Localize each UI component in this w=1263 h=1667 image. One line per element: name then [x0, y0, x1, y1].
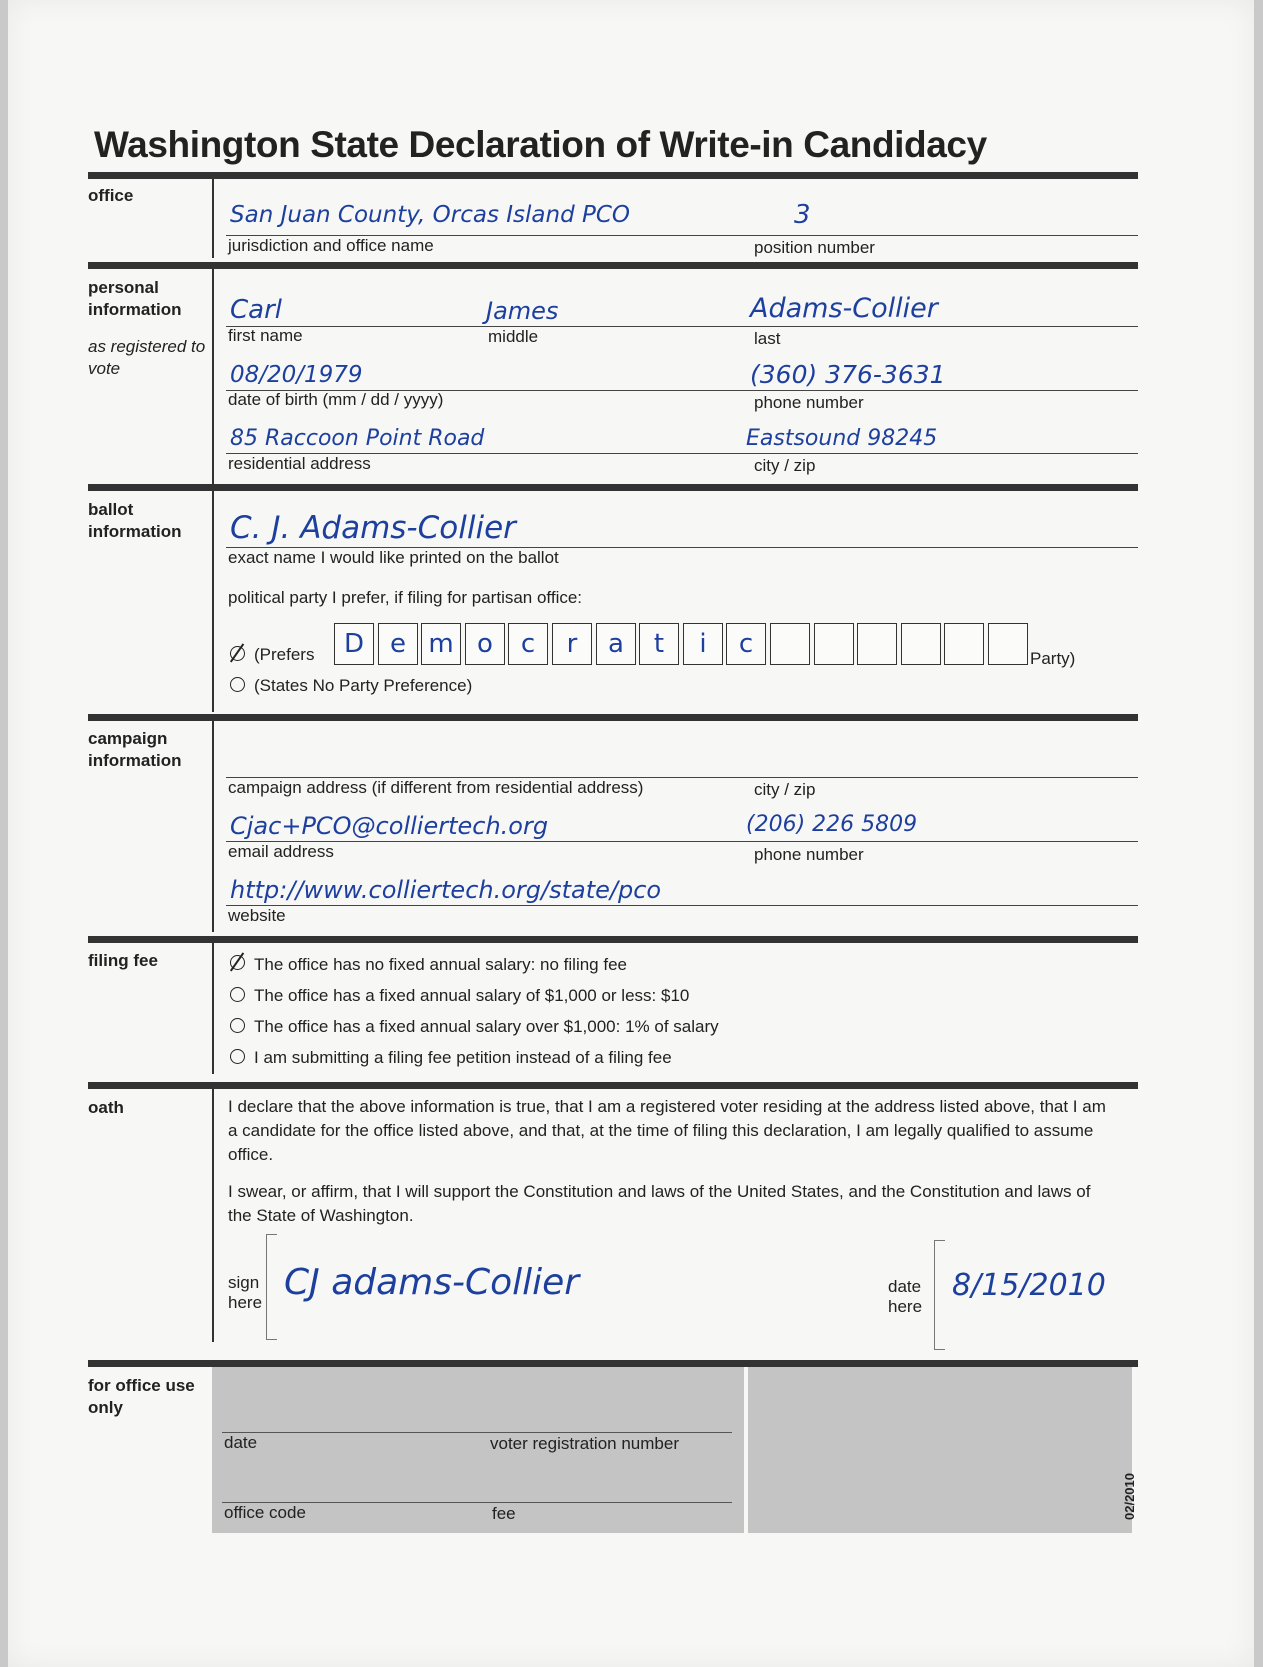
phone-value[interactable]: (360) 376-3631	[750, 360, 946, 389]
party-question: political party I prefer, if filing for partisan office:	[228, 588, 583, 607]
date-bracket	[934, 1240, 945, 1350]
email-label: email address	[228, 842, 334, 861]
city-zip-value[interactable]: Eastsound 98245	[746, 426, 938, 451]
party-letter-box[interactable]	[465, 623, 505, 665]
section-divider-ballot	[88, 484, 1138, 491]
section-divider-filing-fee	[88, 936, 1138, 943]
campaign-phone-label: phone number	[754, 845, 864, 864]
fee-option-petition-radio[interactable]	[230, 1049, 245, 1064]
party-letter-box[interactable]	[596, 623, 636, 665]
fee-option-no-salary-label: The office has no fixed annual salary: no filing fee	[254, 955, 627, 974]
fee-option-over-1000-label: The office has a fixed annual salary over $1,000: 1% of salary	[254, 1017, 719, 1036]
fee-label: fee	[492, 1504, 516, 1523]
party-letter: t	[653, 629, 665, 659]
party-letter: D	[343, 629, 365, 659]
signature-value[interactable]: CJ adams-Collier	[284, 1262, 580, 1303]
position-number-value[interactable]: 3	[794, 200, 811, 230]
party-letter-box[interactable]	[726, 623, 766, 665]
section-label-office: office	[88, 186, 134, 205]
party-letter-box[interactable]	[857, 623, 897, 665]
form-code-anchor	[1122, 1473, 1142, 1540]
voter-registration-number-label: voter registration number	[490, 1434, 679, 1453]
party-letter-box[interactable]	[421, 623, 461, 665]
section-divider-personal	[88, 262, 1138, 269]
column-divider	[212, 490, 214, 712]
website-value[interactable]: http://www.colliertech.org/state/pco	[230, 876, 662, 904]
party-letter: o	[477, 629, 493, 659]
section-label-office-use: for office use only	[88, 1376, 195, 1417]
fee-option-under-1000-label: The office has a fixed annual salary of $1,000 or less: $10	[254, 986, 690, 1005]
party-letter-box[interactable]	[378, 623, 418, 665]
oath-affirmation-text: I swear, or affirm, that I will support the Constitution and laws of the United States, and the Constitution and laws of the State of Washington.	[228, 1182, 1091, 1225]
party-letter-box[interactable]	[901, 623, 941, 665]
residential-address-label: residential address	[228, 454, 371, 473]
office-use-date-label: date	[224, 1433, 258, 1452]
no-party-label: (States No Party Preference)	[254, 676, 473, 695]
column-divider	[212, 720, 214, 932]
party-letter: m	[428, 629, 454, 659]
oath-date-value[interactable]: 8/15/2010	[952, 1268, 1106, 1303]
middle-name-value[interactable]: James	[486, 297, 559, 325]
party-letter-box[interactable]	[988, 623, 1028, 665]
personal-note: as registered to vote	[88, 337, 206, 378]
dob-value[interactable]: 08/20/1979	[230, 362, 363, 388]
position-number-label: position number	[754, 238, 875, 257]
office-use-area-right	[748, 1367, 1132, 1533]
email-value[interactable]: Cjac+PCO@colliertech.org	[230, 812, 549, 840]
field-line	[226, 841, 1138, 842]
section-label-campaign: campaign information	[88, 729, 182, 770]
phone-label: phone number	[754, 393, 864, 412]
section-divider-oath	[88, 1082, 1138, 1089]
column-divider	[212, 942, 214, 1074]
party-letter-box[interactable]	[639, 623, 679, 665]
prefers-label: (Prefers	[254, 645, 315, 664]
prefers-party-radio[interactable]	[230, 646, 245, 661]
first-name-label: first name	[228, 326, 303, 345]
oath-declaration-text: I declare that the above information is true, that I am a registered voter residing at the address listed above, that I am a candidate for the office listed above, and that, at the time of filing this declaration, I am legally qualified to assume office.	[228, 1097, 1106, 1164]
signature-bracket	[266, 1234, 277, 1340]
party-letter: i	[699, 629, 707, 659]
party-letter: c	[520, 629, 536, 659]
field-line	[226, 905, 1138, 906]
form-page	[8, 0, 1254, 1667]
fee-option-no-salary-radio[interactable]	[230, 955, 245, 970]
column-divider	[212, 1088, 214, 1342]
column-divider	[212, 178, 214, 258]
section-label-ballot: ballot information	[88, 500, 182, 541]
field-line	[222, 1432, 732, 1433]
party-letter-box[interactable]	[683, 623, 723, 665]
city-zip-label: city / zip	[754, 456, 816, 475]
party-letter: a	[608, 629, 624, 659]
ballot-name-label: exact name I would like printed on the ballot	[228, 548, 559, 567]
jurisdiction-label: jurisdiction and office name	[228, 236, 434, 255]
ballot-name-value[interactable]: C. J. Adams-Collier	[230, 510, 516, 546]
fee-option-petition-label: I am submitting a filing fee petition instead of a filing fee	[254, 1048, 672, 1067]
sign-here-label: sign here	[228, 1273, 263, 1312]
dob-label: date of birth (mm / dd / yyyy)	[228, 390, 444, 409]
party-letter-box[interactable]	[944, 623, 984, 665]
residential-address-value[interactable]: 85 Raccoon Point Road	[230, 426, 485, 451]
party-suffix: Party)	[1030, 649, 1076, 668]
section-label-filing-fee: filing fee	[88, 951, 158, 970]
section-divider-office	[88, 172, 1138, 179]
section-divider-office-use	[88, 1360, 1138, 1367]
field-line	[226, 326, 1138, 327]
column-divider	[212, 268, 214, 486]
campaign-phone-value[interactable]: (206) 226 5809	[746, 812, 918, 837]
section-label-personal: personal information	[88, 278, 182, 319]
office-code-label: office code	[224, 1503, 306, 1522]
party-letter-box[interactable]	[814, 623, 854, 665]
party-letter: c	[738, 629, 754, 659]
party-letter-box[interactable]	[334, 623, 374, 665]
form-code: 02/2010	[1122, 1473, 1137, 1520]
form-title: Washington State Declaration of Write-in Candidacy	[94, 124, 987, 165]
party-letter: r	[566, 629, 578, 659]
date-here-label: date here	[888, 1277, 923, 1316]
first-name-value[interactable]: Carl	[230, 295, 282, 325]
campaign-city-zip-label: city / zip	[754, 780, 816, 799]
no-party-radio[interactable]	[230, 677, 245, 692]
party-letter-box[interactable]	[552, 623, 592, 665]
party-letter-box[interactable]	[508, 623, 548, 665]
middle-name-label: middle	[488, 327, 539, 346]
campaign-address-label: campaign address (if different from residential address)	[228, 778, 644, 797]
party-letter: e	[390, 629, 406, 659]
party-letter-box[interactable]	[770, 623, 810, 665]
section-divider-campaign	[88, 714, 1138, 721]
website-label: website	[228, 906, 286, 925]
last-name-label: last	[754, 329, 781, 348]
last-name-value[interactable]: Adams-Collier	[750, 293, 938, 324]
fee-option-over-1000-radio[interactable]	[230, 1018, 245, 1033]
fee-option-under-1000-radio[interactable]	[230, 987, 245, 1002]
jurisdiction-value[interactable]: San Juan County, Orcas Island PCO	[230, 202, 631, 228]
section-label-oath: oath	[88, 1098, 124, 1117]
